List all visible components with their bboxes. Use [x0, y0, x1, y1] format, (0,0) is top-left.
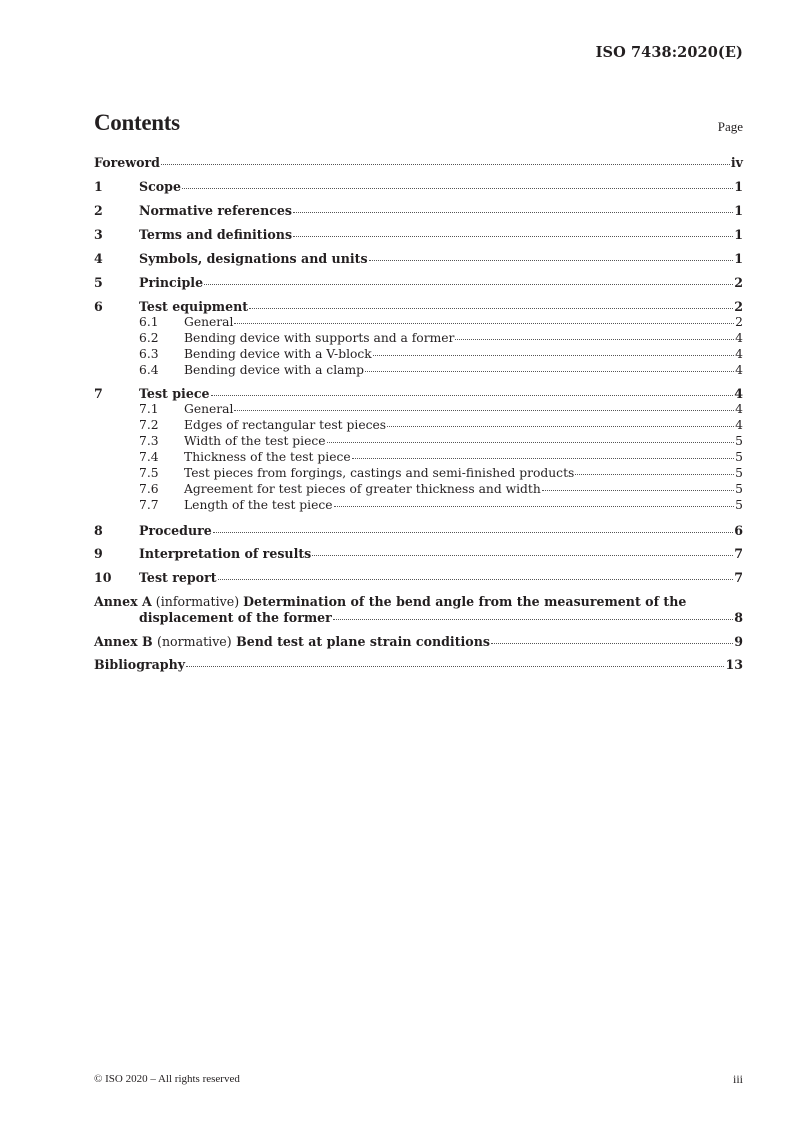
toc-entry-number: 8 — [94, 523, 103, 538]
toc-entry-title: Principle — [139, 275, 204, 290]
dot-leader — [186, 665, 724, 667]
contents-title: Contents — [94, 110, 180, 135]
toc-entry-page: 13 — [725, 657, 743, 672]
annex-label: Annex B — [94, 634, 153, 649]
toc-entry-page: 5 — [735, 498, 743, 512]
annex-title: Bend test at plane strain conditions — [236, 634, 490, 649]
toc-entry-number: 9 — [94, 546, 103, 561]
toc-entry[interactable] — [94, 299, 743, 315]
toc-entry-page: 7 — [734, 546, 743, 561]
toc-entry-page: 8 — [734, 610, 743, 625]
toc-entry-page: 9 — [734, 634, 743, 649]
toc-entry-page: 2 — [734, 275, 743, 290]
dot-leader — [211, 394, 734, 396]
toc-entry-title: Scope — [139, 179, 181, 194]
toc-entry-title: Test report — [139, 570, 217, 585]
toc-entry[interactable] — [94, 275, 743, 291]
toc-entry-page: 5 — [735, 482, 743, 496]
toc-entry-foreword[interactable] — [94, 155, 743, 171]
toc-entry-number: 10 — [94, 570, 112, 585]
toc-entry-title: Edges of rectangular test pieces — [184, 418, 387, 432]
dot-leader — [369, 259, 734, 261]
toc-entry-title: Bending device with supports and a former — [184, 331, 455, 345]
toc-entry-page: 1 — [734, 251, 743, 266]
toc-entry-page: 4 — [735, 363, 743, 377]
toc-entry-bibliography[interactable] — [94, 657, 743, 673]
toc-entry-number: 3 — [94, 227, 103, 242]
toc-entry[interactable] — [94, 251, 743, 267]
dot-leader — [234, 322, 734, 324]
toc-entry-page: 5 — [735, 434, 743, 448]
dot-leader — [182, 187, 733, 189]
dot-leader — [293, 235, 733, 237]
toc-entry-number: 7.6 — [139, 482, 159, 496]
toc-subentry[interactable] — [94, 331, 743, 346]
toc-entry-title: Agreement for test pieces of greater thickness and width — [184, 482, 541, 496]
toc-subentry[interactable] — [94, 498, 743, 513]
toc-entry-page: 2 — [734, 299, 743, 314]
toc-entry-title: Interpretation of results — [139, 546, 312, 561]
toc-entry-number: 7.1 — [139, 402, 159, 416]
toc-entry-page: iv — [730, 155, 743, 170]
dot-leader — [575, 473, 734, 475]
toc-entry-page: 2 — [735, 315, 743, 329]
toc-entry-page: 4 — [735, 418, 743, 432]
page-number: iii — [732, 1072, 743, 1086]
toc-entry-title: Bending device with a V-block — [184, 347, 372, 361]
toc-entry-number: 6.4 — [139, 363, 159, 377]
dot-leader — [491, 642, 733, 644]
toc-entry-number: 7.2 — [139, 418, 159, 432]
toc-subentry[interactable] — [94, 418, 743, 433]
toc-entry-title: Bibliography — [94, 657, 186, 672]
toc-entry-title: Test piece — [139, 386, 210, 401]
dot-leader — [234, 409, 734, 411]
document-id: ISO 7438:2020(E) — [595, 44, 743, 61]
dot-leader — [293, 211, 733, 213]
dot-leader — [365, 370, 734, 372]
dot-leader — [312, 554, 733, 556]
toc-entry[interactable] — [94, 546, 743, 562]
toc-entry-title: Bending device with a clamp — [184, 363, 364, 377]
toc-subentry[interactable] — [94, 482, 743, 497]
toc-entry-title: Test equipment — [139, 299, 249, 314]
toc-entry[interactable] — [94, 570, 743, 586]
copyright-notice: © ISO 2020 – All rights reserved — [94, 1073, 240, 1085]
page-column-label: Page — [717, 119, 743, 134]
dot-leader — [333, 618, 733, 620]
toc-entry-number: 7.7 — [139, 498, 159, 512]
toc-subentry[interactable] — [94, 347, 743, 362]
annex-title: Determination of the bend angle from the measurement of the — [243, 594, 687, 609]
dot-leader — [373, 354, 734, 356]
toc-entry-number: 7 — [94, 386, 103, 401]
toc-subentry[interactable] — [94, 363, 743, 378]
toc-subentry[interactable] — [94, 434, 743, 449]
dot-leader — [204, 283, 733, 285]
annex-label: Annex A — [94, 594, 152, 609]
dot-leader — [213, 531, 733, 533]
toc-entry-title: Test pieces from forgings, castings and semi-finished products — [184, 466, 575, 480]
toc-annex-a[interactable] — [94, 610, 743, 626]
toc-entry-number: 6 — [94, 299, 103, 314]
toc-entry-page: 1 — [734, 179, 743, 194]
toc-annex-a-heading[interactable] — [94, 594, 743, 610]
dot-leader — [218, 578, 734, 580]
dot-leader — [455, 338, 734, 340]
dot-leader — [161, 163, 730, 165]
dot-leader — [327, 441, 735, 443]
toc-entry-page: 4 — [735, 347, 743, 361]
annex-type: (informative) — [155, 594, 240, 609]
toc-entry[interactable] — [94, 179, 743, 195]
toc-entry-number: 4 — [94, 251, 103, 266]
toc-entry-number: 2 — [94, 203, 103, 218]
toc-entry-page: 5 — [735, 466, 743, 480]
toc-entry-page: 7 — [734, 570, 743, 585]
toc-entry-page: 5 — [735, 450, 743, 464]
dot-leader — [542, 489, 734, 491]
toc-subentry[interactable] — [94, 315, 743, 330]
toc-entry-title: Symbols, designations and units — [139, 251, 368, 266]
toc-subentry[interactable] — [94, 466, 743, 481]
toc-entry-title: Terms and definitions — [139, 227, 293, 242]
toc-entry-title: General — [184, 315, 234, 329]
dot-leader — [249, 307, 733, 309]
annex-heading — [94, 634, 490, 650]
toc-entry-page: 1 — [734, 203, 743, 218]
toc-entry-page: 4 — [735, 331, 743, 345]
toc-entry-number: 6.3 — [139, 347, 159, 361]
toc-entry-number: 6.1 — [139, 315, 159, 329]
annex-type: (normative) — [157, 634, 232, 649]
toc-entry-page: 4 — [734, 386, 743, 401]
toc-entry-page: 1 — [734, 227, 743, 242]
toc-entry[interactable] — [94, 523, 743, 539]
toc-subentry[interactable] — [94, 450, 743, 465]
toc-entry-title: Foreword — [94, 155, 160, 170]
dot-leader — [334, 505, 735, 507]
toc-entry[interactable] — [94, 203, 743, 219]
toc-entry-number: 7.5 — [139, 466, 159, 480]
toc-entry-page: 6 — [734, 523, 743, 538]
toc-subentry[interactable] — [94, 402, 743, 417]
toc-entry-number: 5 — [94, 275, 103, 290]
toc-entry-number: 7.3 — [139, 434, 159, 448]
toc-entry-page: 4 — [735, 402, 743, 416]
dot-leader — [387, 425, 734, 427]
toc-entry-title: Width of the test piece — [184, 434, 326, 448]
toc-annex-b[interactable] — [94, 634, 743, 650]
toc-entry-title: Normative references — [139, 203, 293, 218]
toc-entry-title: General — [184, 402, 234, 416]
dot-leader — [352, 457, 735, 459]
toc-entry-number: 7.4 — [139, 450, 159, 464]
toc-entry-number: 6.2 — [139, 331, 159, 345]
toc-entry-title: Thickness of the test piece — [184, 450, 351, 464]
toc-entry-title: Procedure — [139, 523, 212, 538]
toc-entry[interactable] — [94, 227, 743, 243]
annex-title-continued: displacement of the former — [139, 610, 332, 625]
toc-entry-title: Length of the test piece — [184, 498, 333, 512]
toc-entry-number: 1 — [94, 179, 103, 194]
toc-entry[interactable] — [94, 386, 743, 402]
